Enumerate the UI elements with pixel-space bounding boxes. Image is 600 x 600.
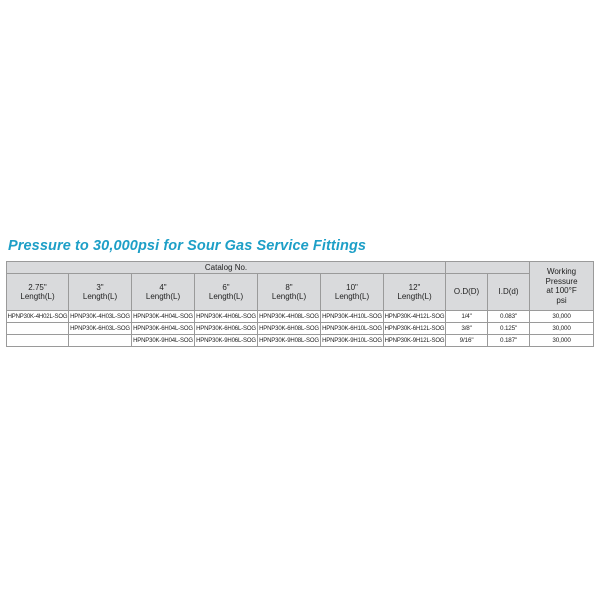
- column-header-length-4: [132, 274, 195, 311]
- table-cell: HPNP30K-9H04L-SOG: [132, 335, 195, 347]
- column-header-size: 10": [346, 282, 358, 292]
- column-header-length-12: [384, 274, 446, 311]
- table-cell: 0.083": [488, 311, 530, 323]
- table-row: [7, 323, 594, 335]
- table-cell: HPNP30K-6H04L-SOG: [132, 323, 195, 335]
- table-cell: HPNP30K-4H03L-SOG: [69, 311, 132, 323]
- column-header-od: O.D(D): [446, 274, 488, 311]
- working-pressure-line: psi: [556, 295, 567, 305]
- table-cell: 9/16": [446, 335, 488, 347]
- table-cell: HPNP30K-6H10L-SOG: [321, 323, 384, 335]
- table-cell: HPNP30K-6H03L-SOG: [69, 323, 132, 335]
- working-pressure-header: [530, 262, 594, 311]
- column-header-size: 12": [408, 282, 421, 292]
- table-row: [7, 335, 594, 347]
- column-header-length-2-75: [7, 274, 69, 311]
- table-cell: HPNP30K-4H02L-SOG: [7, 311, 69, 323]
- table-cell: HPNP30K-4H12L-SOG: [384, 311, 446, 323]
- table-cell: HPNP30K-9H08L-SOG: [258, 335, 321, 347]
- column-header-size: 3": [96, 282, 104, 292]
- column-header-id: I.D(d): [488, 274, 530, 311]
- column-header-label: Length(L): [20, 292, 55, 301]
- working-pressure-line: Pressure: [545, 276, 578, 286]
- table-cell: [69, 335, 132, 347]
- table-cell: HPNP30K-9H10L-SOG: [321, 335, 384, 347]
- table-cell: 30,000: [530, 323, 594, 335]
- table-row: [7, 311, 594, 323]
- column-header-size: 2.75": [28, 282, 47, 292]
- table-cell: HPNP30K-4H04L-SOG: [132, 311, 195, 323]
- column-header-size: 6": [222, 282, 230, 292]
- column-header-label: Length(L): [397, 292, 432, 301]
- column-header-size: 8": [285, 282, 293, 292]
- table-cell: HPNP30K-4H06L-SOG: [195, 311, 258, 323]
- table-cell: [7, 323, 69, 335]
- working-pressure-line: at 100°F: [546, 286, 577, 295]
- table-cell: HPNP30K-6H12L-SOG: [384, 323, 446, 335]
- dimension-group-header: [446, 262, 530, 274]
- working-pressure-line: Working: [546, 267, 577, 276]
- column-header-length-6: [195, 274, 258, 311]
- table-cell: HPNP30K-6H06L-SOG: [195, 323, 258, 335]
- table-cell: 0.125": [488, 323, 530, 335]
- table-cell: HPNP30K-4H08L-SOG: [258, 311, 321, 323]
- table-cell: 0.187": [488, 335, 530, 347]
- column-header-label: Length(L): [145, 292, 181, 301]
- column-header-length-8: [258, 274, 321, 311]
- table-cell: 3/8": [446, 323, 488, 335]
- table-cell: 30,000: [530, 335, 594, 347]
- table-cell: 30,000: [530, 311, 594, 323]
- page-title: Pressure to 30,000psi for Sour Gas Service Fittings: [8, 238, 367, 254]
- column-header-label: Length(L): [271, 292, 307, 301]
- table-body: [7, 311, 594, 347]
- column-header-length-3: [69, 274, 132, 311]
- table-cell: HPNP30K-9H06L-SOG: [195, 335, 258, 347]
- column-header-size: 4": [159, 282, 167, 292]
- table-cell: 1/4": [446, 311, 488, 323]
- fittings-spec-table: [6, 261, 594, 347]
- table-cell: HPNP30K-6H08L-SOG: [258, 323, 321, 335]
- column-header-label: Length(L): [334, 292, 370, 301]
- column-header-length-10: [321, 274, 384, 311]
- column-header-label: Length(L): [208, 292, 244, 301]
- table-cell: HPNP30K-9H12L-SOG: [384, 335, 446, 347]
- column-header-label: Length(L): [82, 292, 118, 301]
- table-cell: [7, 335, 69, 347]
- table-cell: HPNP30K-4H10L-SOG: [321, 311, 384, 323]
- catalog-no-header: Catalog No.: [7, 262, 446, 274]
